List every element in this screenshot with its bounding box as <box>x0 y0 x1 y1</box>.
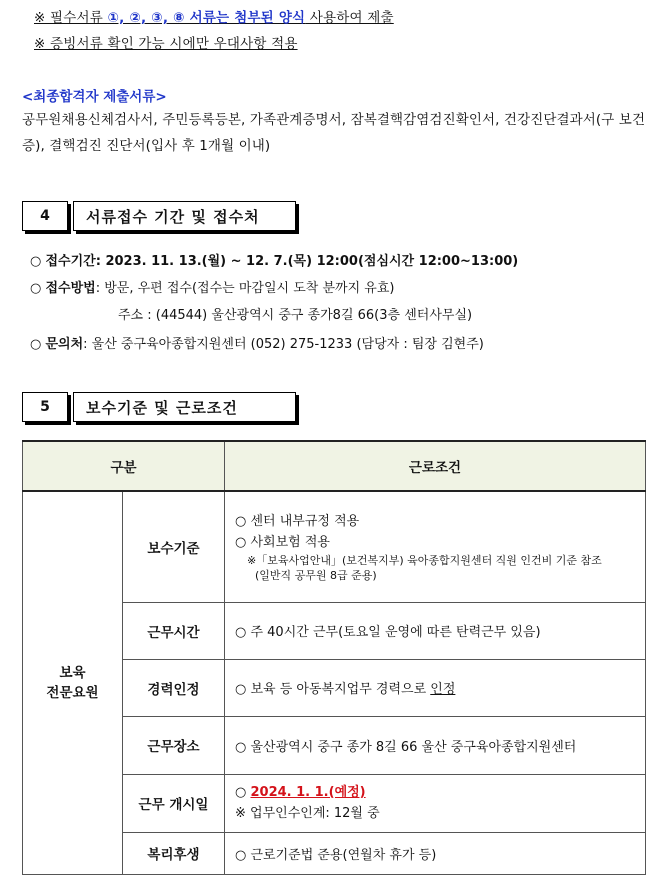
pay-line2: ○ 사회보험 적용 <box>235 534 330 550</box>
start-line2: ※ 업무인수인계: 12월 중 <box>235 806 380 821</box>
section4-number: 4 <box>22 201 68 231</box>
career-label: 경력인정 <box>123 659 225 716</box>
method-label: 접수방법 <box>45 281 96 296</box>
role-cell <box>23 491 123 874</box>
contact-label: 문의처 <box>45 337 84 352</box>
table-header-row <box>23 441 646 491</box>
start-bullet: ○ <box>235 785 251 800</box>
period-label: 접수기간 <box>45 254 96 269</box>
hours-body: ○ 주 40시간 근무(토요일 운영에 따른 탄력근무 있음) <box>225 602 646 659</box>
method-line <box>30 277 394 296</box>
method-value: : 방문, 우편 접수(접수는 마감일시 도착 분까지 유효) <box>95 281 395 296</box>
contact-line <box>30 333 484 352</box>
address-line: 주소 : (44544) 울산광역시 중구 종가8길 66(3층 센터사무실) <box>118 308 473 323</box>
hours-label: 근무시간 <box>123 602 225 659</box>
contact-value: : 울산 중구육아종합지원센터 (052) 275-1233 (담당자 : 팀장 김현주) <box>83 337 484 352</box>
pay-line1: ○ 센터 내부규정 적용 <box>235 513 360 529</box>
note1-suffix: 사용하여 제출 <box>305 10 394 26</box>
note1-prefix: ※ 필수서류 <box>34 10 108 26</box>
pay-body <box>225 491 646 602</box>
period-value: : 2023. 11. 13.(월) ~ 12. 7.(목) 12:00(점심시간 12:00~13:00) <box>95 254 519 269</box>
note1-highlight: ①, ②, ③, ⑧ 서류는 첨부된 양식 <box>107 10 306 26</box>
period-line <box>30 250 518 269</box>
pay-label: 보수기준 <box>123 491 225 602</box>
start-label: 근무 개시일 <box>123 774 225 832</box>
place-body: ○ 울산광역시 중구 종가 8길 66 울산 중구육아종합지원센터 <box>225 716 646 774</box>
final-docs-text: 공무원채용신체검사서, 주민등록등본, 가족관계증명서, 잠복결핵감염검진확인서, 건강진단결과서(구 보건증), 결핵검진 진단서(입사 후 1개월 이내) <box>22 112 646 154</box>
career-body <box>225 659 646 716</box>
pay-line4: (일반직 공무원 8급 준용) <box>255 568 377 582</box>
pay-line3: ※「보육사업안내」(보건복지부) 육아종합지원센터 직원 인건비 기준 참조 <box>247 553 602 567</box>
start-date: 2024. 1. 1.(예정) <box>250 785 366 800</box>
section4-title: 서류접수 기간 및 접수처 <box>73 201 296 231</box>
welfare-body: ○ 근로기준법 준용(연월차 휴가 등) <box>225 832 646 874</box>
career-text: ○ 보육 등 아동복지업무 경력으로 <box>235 682 431 697</box>
place-label: 근무장소 <box>123 716 225 774</box>
note-evidence: ※ 증빙서류 확인 가능 시에만 우대사항 적용 <box>34 36 298 52</box>
start-body <box>225 774 646 832</box>
welfare-label: 복리후생 <box>123 832 225 874</box>
bullet: ○ <box>30 337 42 352</box>
career-underlined: 인정 <box>430 682 456 697</box>
col-conditions: 근로조건 <box>225 441 646 491</box>
table-row <box>23 491 646 602</box>
start-line1 <box>235 782 644 803</box>
final-docs-title: <최종합격자 제출서류> <box>22 89 167 105</box>
role-line1: 보육 <box>59 664 86 681</box>
note-required-docs <box>34 6 394 26</box>
section5-number: 5 <box>22 392 68 422</box>
bullet: ○ <box>30 254 42 269</box>
section5-title: 보수기준 및 근로조건 <box>73 392 296 422</box>
role-line2: 전문요원 <box>46 684 99 701</box>
work-conditions-table <box>22 440 646 875</box>
bullet: ○ <box>30 281 42 296</box>
col-category: 구분 <box>23 441 225 491</box>
